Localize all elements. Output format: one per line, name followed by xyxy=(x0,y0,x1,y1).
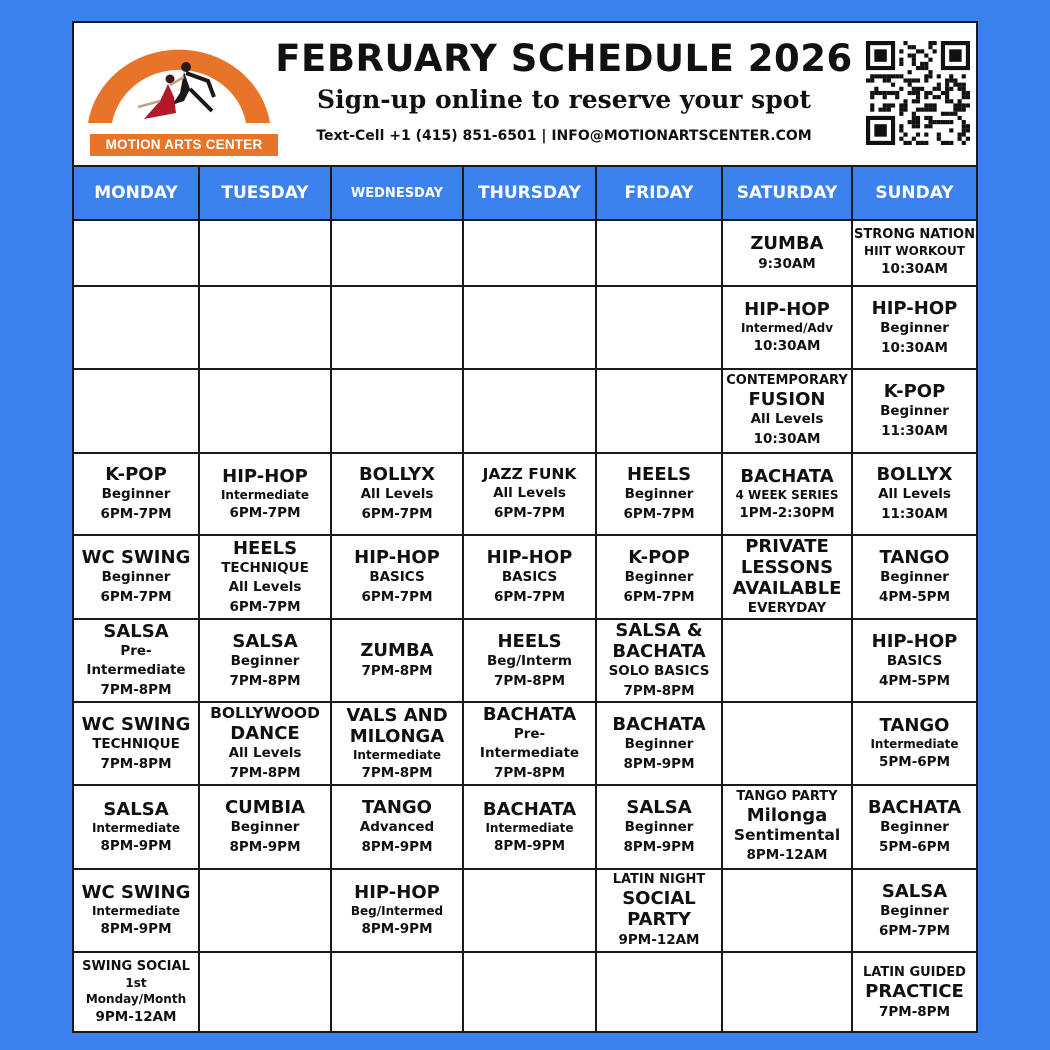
class-name-line: Milonga xyxy=(746,805,828,826)
empty-slot xyxy=(74,221,200,285)
class-level: 4 WEEK SERIES xyxy=(735,487,839,502)
class-time: 5PM-6PM xyxy=(878,754,951,770)
class-name: HEELS xyxy=(497,630,562,652)
class-level: BASICS xyxy=(886,652,943,669)
class-name: SALSA xyxy=(103,621,169,642)
empty-slot xyxy=(200,287,332,368)
empty-slot xyxy=(723,953,853,1033)
empty-slot xyxy=(200,953,332,1033)
page-subtitle: Sign-up online to reserve your spot xyxy=(317,85,811,114)
class-time: 6PM-7PM xyxy=(623,589,695,605)
class-name: WC SWING xyxy=(81,547,191,568)
class-name: SALSA xyxy=(626,797,692,818)
motion-arts-center-logo xyxy=(80,31,274,159)
class-name: HIP-HOP xyxy=(222,465,308,487)
class-level: Beginner xyxy=(230,652,300,669)
class-slot xyxy=(723,454,853,534)
class-name: BACHATA xyxy=(612,713,706,735)
class-slot xyxy=(723,370,853,452)
class-time: 7PM-8PM xyxy=(361,764,433,781)
schedule-row xyxy=(74,786,976,870)
class-time: 6PM-7PM xyxy=(623,506,695,522)
class-level: Intermediate xyxy=(485,820,574,835)
class-time: 8PM-12AM xyxy=(746,847,828,863)
class-level: All Levels xyxy=(360,486,434,502)
class-name: TANGO xyxy=(879,547,950,568)
class-level-line: All Levels xyxy=(228,578,302,595)
day-header-monday: MONDAY xyxy=(74,167,200,219)
class-slot xyxy=(853,703,976,784)
class-time: 7PM-8PM xyxy=(361,663,433,679)
class-level: Beginner xyxy=(230,819,300,835)
class-name: CUMBIA xyxy=(224,797,306,818)
schedule-grid xyxy=(74,221,976,1033)
class-time: 8PM-9PM xyxy=(361,839,433,855)
class-time: 7PM-8PM xyxy=(100,755,172,772)
class-slot xyxy=(464,786,597,868)
empty-slot xyxy=(74,370,200,452)
class-slot xyxy=(597,786,723,868)
class-time: 5PM-6PM xyxy=(878,839,951,855)
class-name: HEELS xyxy=(626,464,692,485)
class-time: 9:30AM xyxy=(758,255,816,272)
class-slot xyxy=(464,454,597,534)
page-title: FEBRUARY SCHEDULE 2026 xyxy=(275,37,853,80)
class-slot xyxy=(332,454,464,534)
class-name: SALSA xyxy=(881,880,948,902)
class-name: STRONG NATION xyxy=(854,227,975,242)
class-time: 10:30AM xyxy=(753,431,821,447)
class-time: 7PM-8PM xyxy=(878,1003,951,1020)
class-slot xyxy=(853,454,976,534)
class-level: All Levels xyxy=(228,745,302,761)
class-time: 11:30AM xyxy=(881,506,948,522)
class-slot xyxy=(74,786,200,868)
class-slot xyxy=(853,620,976,701)
class-slot xyxy=(597,536,723,618)
class-level: Beginner xyxy=(101,569,171,585)
class-name: HIP-HOP xyxy=(744,299,830,320)
contact-info: Text-Cell +1 (415) 851-6501 | INFO@MOTIONARTSCENTER.COM xyxy=(316,128,812,144)
class-slot xyxy=(853,536,976,618)
class-time: 8PM-9PM xyxy=(493,837,566,854)
schedule-row xyxy=(74,454,976,536)
empty-slot xyxy=(597,221,723,285)
empty-slot xyxy=(597,287,723,368)
qr-code-icon[interactable] xyxy=(866,41,970,145)
class-slot xyxy=(200,536,332,618)
class-slot xyxy=(200,454,332,534)
day-header-thursday: THURSDAY xyxy=(464,167,597,219)
class-time: 6PM-7PM xyxy=(878,922,951,939)
class-name: ZUMBA xyxy=(360,640,434,661)
class-time: 9PM-12AM xyxy=(618,931,700,948)
class-time: 8PM-9PM xyxy=(623,755,695,772)
empty-slot xyxy=(464,870,597,951)
class-name: SALSA xyxy=(103,798,169,820)
class-name: K-POP xyxy=(105,464,167,485)
class-time: 9PM-12AM xyxy=(95,1009,177,1025)
class-name: TANGO xyxy=(879,715,950,736)
header xyxy=(74,23,976,167)
empty-slot xyxy=(332,287,464,368)
class-level: Intermediate xyxy=(870,737,959,751)
schedule-row xyxy=(74,221,976,287)
class-name-line: DANCE xyxy=(230,723,300,744)
class-level: SOLO BASICS xyxy=(608,663,710,679)
day-header-wednesday: WEDNESDAY xyxy=(332,167,464,219)
class-name: BOLLYX xyxy=(876,464,953,485)
schedule-sheet xyxy=(72,21,978,1033)
class-name: SALSA & xyxy=(615,620,703,641)
class-level: Beg/Interm xyxy=(486,652,572,669)
class-name: HIP-HOP xyxy=(354,882,440,903)
class-level-line: Intermediate xyxy=(479,745,580,761)
class-name: JAZZ FUNK xyxy=(482,465,577,483)
class-level: BASICS xyxy=(369,569,425,585)
class-name: BACHATA xyxy=(867,797,962,818)
class-slot xyxy=(597,620,723,701)
class-time: 10:30AM xyxy=(753,338,821,354)
class-slot xyxy=(597,454,723,534)
class-slot xyxy=(723,536,853,618)
class-name: BACHATA xyxy=(482,704,577,725)
class-name: PRIVATE xyxy=(745,536,829,557)
class-level: Beginner xyxy=(624,819,694,835)
class-name-line: LESSONS xyxy=(740,557,834,578)
class-name: WC SWING xyxy=(81,882,191,903)
class-name: K-POP xyxy=(883,381,946,402)
empty-slot xyxy=(597,370,723,452)
class-slot xyxy=(464,536,597,618)
class-time: 11:30AM xyxy=(881,423,948,439)
class-time: 6PM-7PM xyxy=(361,589,433,605)
class-name: HIP-HOP xyxy=(871,297,958,319)
class-slot xyxy=(853,221,976,285)
empty-slot xyxy=(200,221,332,285)
class-time: 4PM-5PM xyxy=(878,672,951,689)
class-slot xyxy=(332,703,464,784)
class-time: 6PM-7PM xyxy=(100,589,172,605)
class-slot xyxy=(74,620,200,701)
schedule-row xyxy=(74,953,976,1033)
empty-slot xyxy=(200,370,332,452)
empty-slot xyxy=(723,870,853,951)
class-level: Beginner xyxy=(880,902,949,919)
class-level: 1st Monday/Month xyxy=(85,976,187,1006)
class-name: LATIN NIGHT xyxy=(612,871,706,887)
class-slot xyxy=(200,703,332,784)
class-time: 8PM-9PM xyxy=(229,839,301,855)
class-level: Pre- xyxy=(513,726,546,742)
class-name: VALS AND xyxy=(346,704,448,726)
empty-slot xyxy=(200,870,332,951)
empty-slot xyxy=(332,370,464,452)
class-level: Beginner xyxy=(624,569,694,585)
day-header-friday: FRIDAY xyxy=(597,167,723,219)
class-name: HIP-HOP xyxy=(871,630,958,652)
class-name: CONTEMPORARY xyxy=(726,373,848,388)
class-slot xyxy=(332,536,464,618)
schedule-row xyxy=(74,536,976,620)
class-name-line: BACHATA xyxy=(612,641,706,662)
class-level: All Levels xyxy=(750,411,824,427)
empty-slot xyxy=(723,703,853,784)
class-level: Beginner xyxy=(880,403,949,419)
class-slot xyxy=(723,221,853,285)
class-level: Intermediate xyxy=(220,487,310,502)
class-name-line: PRACTICE xyxy=(865,980,964,1002)
class-name: BACHATA xyxy=(482,798,577,820)
class-level: Beginner xyxy=(624,486,694,502)
empty-slot xyxy=(332,221,464,285)
class-level: Beginner xyxy=(880,319,949,336)
class-slot xyxy=(853,786,976,868)
class-time: 7PM-8PM xyxy=(229,672,301,689)
day-header-tuesday: TUESDAY xyxy=(200,167,332,219)
class-time: 6PM-7PM xyxy=(493,505,566,521)
class-name: WC SWING xyxy=(81,713,191,735)
class-slot xyxy=(200,786,332,868)
empty-slot xyxy=(464,953,597,1033)
class-time: 8PM-9PM xyxy=(100,837,172,854)
class-time: 8PM-9PM xyxy=(361,921,433,937)
class-level: Intermediate xyxy=(91,820,181,835)
class-level: Beginner xyxy=(624,735,694,752)
empty-slot xyxy=(464,287,597,368)
class-slot xyxy=(200,620,332,701)
class-name: TANGO xyxy=(362,797,432,818)
class-level: Beginner xyxy=(880,569,949,585)
empty-slot xyxy=(597,953,723,1033)
class-name: BOLLYWOOD xyxy=(210,704,320,722)
class-time: 4PM-5PM xyxy=(878,589,951,605)
class-level: Advanced xyxy=(359,819,435,835)
class-name-line: AVAILABLE xyxy=(732,578,842,599)
class-time: 7PM-8PM xyxy=(623,683,695,699)
class-slot xyxy=(332,786,464,868)
class-time: 10:30AM xyxy=(881,261,948,277)
empty-slot xyxy=(464,221,597,285)
schedule-row xyxy=(74,287,976,370)
class-slot xyxy=(464,703,597,784)
class-slot xyxy=(74,953,200,1033)
class-time: 6PM-7PM xyxy=(229,598,301,615)
class-name-line: Sentimental xyxy=(733,826,841,844)
class-name-line: MILONGA xyxy=(349,725,445,747)
class-name: ZUMBA xyxy=(750,232,824,254)
class-level: BASICS xyxy=(501,569,558,585)
class-level: Beg/Intermed xyxy=(350,904,444,918)
class-name: SWING SOCIAL xyxy=(82,959,190,974)
class-time: 1PM-2:30PM xyxy=(739,504,835,521)
class-slot xyxy=(723,287,853,368)
class-time: 7PM-8PM xyxy=(493,765,566,781)
class-slot xyxy=(74,536,200,618)
schedule-row xyxy=(74,870,976,953)
schedule-row xyxy=(74,370,976,454)
class-level: Intermed/Adv xyxy=(740,321,834,335)
class-level: Beginner xyxy=(101,486,171,502)
class-level: All Levels xyxy=(878,486,951,502)
empty-slot xyxy=(723,620,853,701)
class-name-line: FUSION xyxy=(748,389,826,410)
class-slot xyxy=(332,870,464,951)
class-name: BOLLYX xyxy=(358,464,436,485)
class-slot xyxy=(464,620,597,701)
class-name-line: PARTY xyxy=(627,908,691,930)
empty-slot xyxy=(74,287,200,368)
class-slot xyxy=(597,870,723,951)
empty-slot xyxy=(332,953,464,1033)
class-slot xyxy=(74,870,200,951)
class-slot xyxy=(597,703,723,784)
class-level: TECHNIQUE xyxy=(221,559,309,576)
class-level: HIIT WORKOUT xyxy=(864,244,965,258)
class-level: Intermediate xyxy=(91,904,181,918)
class-time: 7PM-8PM xyxy=(229,765,301,781)
class-name: HIP-HOP xyxy=(486,547,573,568)
class-name-line: SOCIAL xyxy=(622,887,696,909)
class-time: 6PM-7PM xyxy=(493,589,566,605)
class-time: 6PM-7PM xyxy=(100,506,172,522)
class-slot xyxy=(853,953,976,1033)
schedule-row xyxy=(74,703,976,786)
class-time: 8PM-9PM xyxy=(100,921,172,937)
class-slot xyxy=(853,287,976,368)
class-slot xyxy=(853,870,976,951)
class-level: All Levels xyxy=(493,485,566,501)
class-time: 10:30AM xyxy=(881,339,948,356)
empty-slot xyxy=(464,370,597,452)
day-header-saturday: SATURDAY xyxy=(723,167,853,219)
weekday-header-row xyxy=(74,167,976,221)
class-name: HEELS xyxy=(232,537,298,559)
day-header-sunday: SUNDAY xyxy=(853,167,976,219)
class-level: Beginner xyxy=(880,819,949,835)
class-name: LATIN GUIDED xyxy=(863,964,966,980)
class-slot xyxy=(853,370,976,452)
class-level: TECHNIQUE xyxy=(92,735,180,752)
schedule-row xyxy=(74,620,976,703)
logo-text: MOTION ARTS CENTER xyxy=(90,134,278,156)
class-slot xyxy=(723,786,853,868)
class-slot xyxy=(332,620,464,701)
class-slot xyxy=(74,703,200,784)
class-level: Intermediate xyxy=(352,747,442,762)
class-time: 7PM-8PM xyxy=(493,672,566,689)
class-name: HIP-HOP xyxy=(354,547,440,568)
class-name: SALSA xyxy=(232,630,298,652)
class-name: TANGO PARTY xyxy=(736,789,838,804)
class-time: 6PM-7PM xyxy=(361,506,433,522)
class-time: 7PM-8PM xyxy=(100,682,172,698)
class-time: 8PM-9PM xyxy=(623,839,695,855)
class-name: K-POP xyxy=(628,547,690,568)
class-level: EVERYDAY xyxy=(747,600,827,616)
class-time: 6PM-7PM xyxy=(229,504,301,521)
class-level-line: Intermediate xyxy=(86,662,186,678)
class-level: Pre- xyxy=(120,643,152,659)
class-name: BACHATA xyxy=(740,465,834,487)
class-slot xyxy=(74,454,200,534)
